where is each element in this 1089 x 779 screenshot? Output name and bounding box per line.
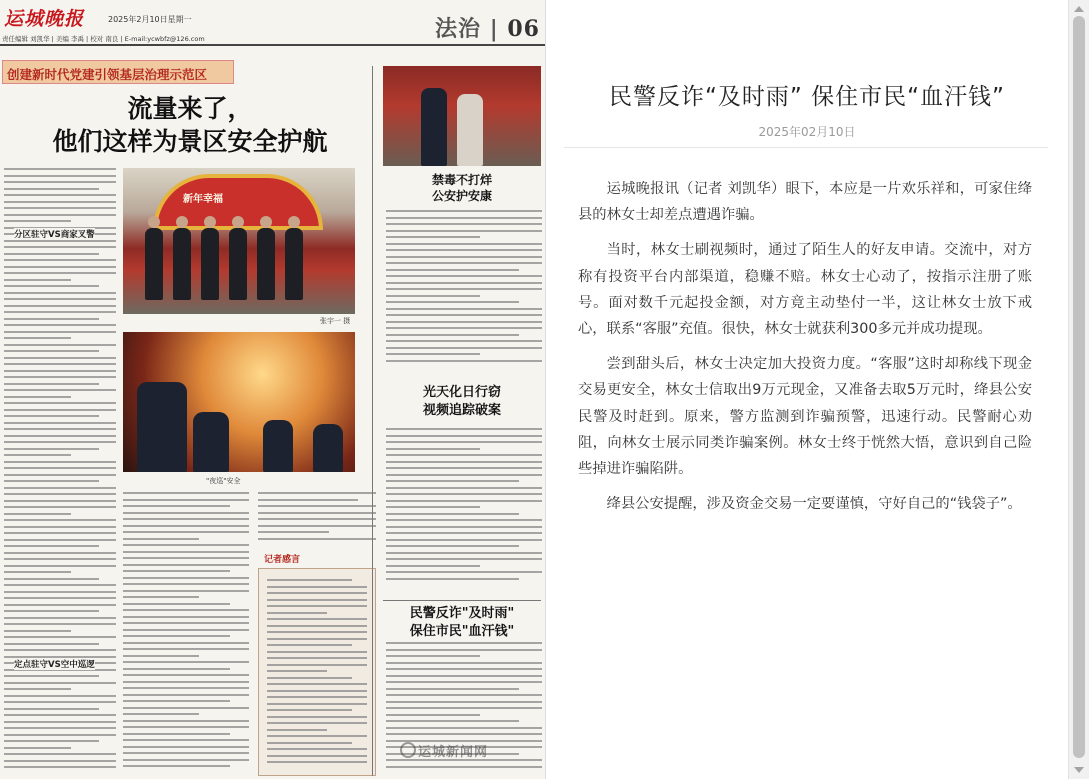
newsprint-line bbox=[123, 538, 199, 540]
newsprint-line bbox=[4, 578, 99, 580]
newsprint-line bbox=[4, 493, 116, 495]
newsprint-line bbox=[258, 531, 329, 533]
newsprint-line bbox=[4, 201, 116, 203]
photo1-caption: 张宇一 摄 bbox=[320, 317, 351, 325]
newsprint-line bbox=[123, 583, 249, 585]
newsprint-line bbox=[123, 700, 230, 702]
newsprint-line bbox=[386, 707, 542, 709]
newsprint-line bbox=[386, 308, 542, 310]
police-figure bbox=[229, 228, 247, 300]
police-figure bbox=[173, 228, 191, 300]
newsprint-line bbox=[386, 655, 480, 657]
newsprint-line bbox=[267, 696, 367, 698]
newsprint-line bbox=[4, 279, 71, 281]
newsprint-line bbox=[4, 272, 116, 274]
newsprint-line bbox=[267, 729, 327, 731]
newsprint-line bbox=[123, 668, 230, 670]
newsprint-line bbox=[123, 726, 249, 728]
newsprint-line bbox=[4, 389, 116, 391]
newsprint-line bbox=[4, 714, 116, 716]
newsprint-line bbox=[386, 500, 542, 502]
newsprint-line bbox=[123, 661, 249, 663]
lead-story-text-col1 bbox=[4, 168, 116, 776]
watermark: 运城新闻网 bbox=[418, 745, 489, 760]
newsprint-line bbox=[4, 324, 116, 326]
newsprint-line bbox=[386, 480, 519, 482]
newsprint-line bbox=[123, 596, 199, 598]
newsprint-line bbox=[267, 703, 367, 705]
newsprint-line bbox=[386, 733, 542, 735]
newsprint-line bbox=[123, 739, 249, 741]
newsprint-line bbox=[4, 194, 116, 196]
antifraud-title-line1: 民警反诈"及时雨" bbox=[409, 606, 515, 621]
newsprint-line bbox=[258, 499, 358, 501]
newsprint-line bbox=[123, 518, 249, 520]
theft-story-text bbox=[386, 428, 542, 590]
newspaper-credits: 责任编辑 刘凯华 | 美编 李禹 | 校对 南良 | E-mail:ycwbfz@126.com bbox=[2, 35, 205, 43]
newsprint-line bbox=[267, 579, 352, 581]
newsprint-line bbox=[4, 435, 116, 437]
topic-banner-text: 创建新时代党建引领基层治理示范区 bbox=[7, 67, 208, 82]
newsprint-line bbox=[386, 340, 542, 342]
newsprint-line bbox=[267, 690, 367, 692]
newsprint-line bbox=[123, 733, 230, 735]
newsprint-line bbox=[386, 327, 542, 329]
newsprint-line bbox=[386, 288, 542, 290]
newsprint-line bbox=[4, 649, 116, 651]
newsprint-line bbox=[4, 519, 116, 521]
newspaper-masthead bbox=[0, 0, 546, 46]
newsprint-line bbox=[267, 657, 367, 659]
article-paragraph: 绛县公安提醒，涉及资金交易一定要谨慎，守好自己的“钱袋子”。 bbox=[606, 496, 1022, 513]
newsprint-line bbox=[4, 428, 116, 430]
lead-story-text-col3 bbox=[258, 492, 376, 548]
article-body bbox=[578, 176, 1032, 526]
newsprint-line bbox=[386, 578, 519, 580]
antifraud-story-title-in-paper[interactable] bbox=[383, 600, 541, 641]
newsprint-line bbox=[123, 707, 249, 709]
newsprint-line bbox=[267, 677, 352, 679]
newsprint-line bbox=[267, 761, 367, 763]
lead-title-line2: 他们这样为景区安全护航 bbox=[52, 127, 328, 156]
newsprint-line bbox=[123, 694, 249, 696]
newsprint-line bbox=[386, 269, 519, 271]
newsprint-line bbox=[267, 709, 352, 711]
section-name: 法治 bbox=[435, 16, 482, 42]
newsprint-line bbox=[4, 318, 99, 320]
newsprint-line bbox=[258, 525, 376, 527]
newsprint-line bbox=[386, 301, 519, 303]
newsprint-line bbox=[386, 766, 542, 768]
newsprint-line bbox=[123, 642, 249, 644]
newsprint-line bbox=[4, 474, 116, 476]
newsprint-line bbox=[123, 564, 249, 566]
newsprint-line bbox=[267, 742, 352, 744]
page-number: 06 bbox=[507, 16, 540, 42]
newsprint-line bbox=[267, 670, 327, 672]
newsprint-line bbox=[4, 480, 99, 482]
newsprint-line bbox=[123, 551, 249, 553]
newsprint-line bbox=[386, 714, 480, 716]
newspaper-logo: 运城晚报 bbox=[4, 8, 85, 30]
newsprint-line bbox=[123, 499, 249, 501]
newsprint-line bbox=[4, 682, 116, 684]
newsprint-line bbox=[123, 557, 249, 559]
newsprint-line bbox=[4, 623, 116, 625]
antidrug-story-text bbox=[386, 210, 542, 372]
newsprint-line bbox=[4, 402, 116, 404]
newsprint-line bbox=[123, 687, 249, 689]
newsprint-line bbox=[4, 513, 71, 515]
newsprint-line bbox=[4, 259, 116, 261]
newsprint-line bbox=[267, 625, 367, 627]
newsprint-line bbox=[123, 681, 249, 683]
lead-subhead-2: 定点驻守VS空中巡逻 bbox=[14, 660, 95, 670]
newsprint-line bbox=[386, 210, 542, 212]
newsprint-line bbox=[4, 552, 116, 554]
newsprint-line bbox=[123, 577, 249, 579]
police-team-photo[interactable] bbox=[123, 168, 355, 314]
newsprint-line bbox=[4, 181, 116, 183]
newsprint-line bbox=[386, 360, 542, 362]
newsprint-line bbox=[4, 571, 71, 573]
newsprint-line bbox=[386, 558, 542, 560]
newsprint-line bbox=[4, 753, 116, 755]
newsprint-line bbox=[386, 493, 542, 495]
newsprint-line bbox=[267, 755, 367, 757]
newsprint-line bbox=[123, 544, 249, 546]
newsprint-line bbox=[386, 435, 542, 437]
night-patrol-photo[interactable] bbox=[123, 332, 355, 472]
newsprint-line bbox=[4, 376, 116, 378]
newsprint-line bbox=[4, 708, 99, 710]
newsprint-line bbox=[386, 513, 519, 515]
police-figure bbox=[285, 228, 303, 300]
newsprint-line bbox=[267, 748, 367, 750]
newsprint-line bbox=[4, 539, 116, 541]
newsprint-line bbox=[386, 230, 542, 232]
newsprint-line bbox=[4, 526, 116, 528]
newsprint-line bbox=[123, 648, 249, 650]
festival-arch-text: 新年幸福 bbox=[183, 194, 223, 205]
newsprint-line bbox=[123, 622, 249, 624]
newsprint-line bbox=[4, 448, 99, 450]
newsprint-line bbox=[4, 175, 116, 177]
newsprint-line bbox=[4, 584, 116, 586]
newsprint-line bbox=[4, 188, 99, 190]
newsprint-line bbox=[258, 538, 376, 540]
newsprint-line bbox=[386, 474, 542, 476]
newsprint-line bbox=[4, 617, 116, 619]
newsprint-line bbox=[4, 168, 116, 170]
newsprint-line bbox=[386, 675, 542, 677]
newsprint-line bbox=[258, 512, 376, 514]
officer-figure bbox=[421, 88, 447, 166]
memo-tag: 记者感言 bbox=[262, 552, 302, 565]
newsprint-line bbox=[4, 487, 116, 489]
newsprint-line bbox=[4, 422, 116, 424]
newsprint-line bbox=[4, 740, 99, 742]
newsprint-line bbox=[386, 256, 542, 258]
newsprint-line bbox=[4, 441, 116, 443]
vertical-scrollbar[interactable] bbox=[1068, 0, 1089, 779]
lead-story-text-col2 bbox=[123, 492, 249, 776]
newsprint-line bbox=[386, 321, 542, 323]
newsprint-line bbox=[4, 760, 116, 762]
photo2-caption: "夜巡"安全 bbox=[206, 477, 241, 485]
newsprint-line bbox=[4, 298, 116, 300]
newsprint-line bbox=[386, 688, 519, 690]
newsprint-line bbox=[386, 461, 542, 463]
newsprint-line bbox=[386, 519, 542, 521]
newsprint-line bbox=[123, 525, 249, 527]
newsprint-line bbox=[386, 539, 542, 541]
newsprint-line bbox=[4, 688, 71, 690]
newsprint-line bbox=[386, 347, 542, 349]
newsprint-line bbox=[386, 701, 542, 703]
newsprint-line bbox=[386, 552, 542, 554]
newsprint-line bbox=[267, 599, 367, 601]
article-paragraph: 当时，林女士刷视频时，通过了陌生人的好友申请。交流中，对方称有投资平台内部渠道，稳赚不赔。林女士心动了，按指示注册了账号。面对数千元起投金额，对方竟主动垫付一半，这让林女士放下戒心，联系“客服”充值。很快，林女士就获利300多元并成功提现。 bbox=[578, 242, 1032, 338]
newsprint-line bbox=[4, 597, 116, 599]
lead-story-title[interactable] bbox=[20, 92, 360, 158]
newsprint-line bbox=[4, 630, 71, 632]
newsprint-line bbox=[4, 396, 71, 398]
newsprint-line bbox=[4, 545, 99, 547]
newsprint-line bbox=[123, 492, 249, 494]
newsprint-line bbox=[123, 759, 249, 761]
newsprint-line bbox=[4, 532, 116, 534]
newsprint-line bbox=[267, 722, 367, 724]
newsprint-line bbox=[267, 651, 367, 653]
lead-subhead-1: 分区驻守VS商家叉警 bbox=[14, 230, 95, 240]
newsprint-line bbox=[4, 246, 116, 248]
newsprint-line bbox=[386, 334, 519, 336]
theft-story-title[interactable] bbox=[383, 384, 541, 420]
newsprint-line bbox=[4, 701, 116, 703]
newsprint-line bbox=[4, 727, 116, 729]
newsprint-line bbox=[258, 518, 376, 520]
newsprint-line bbox=[386, 694, 542, 696]
newsprint-line bbox=[4, 370, 116, 372]
newsprint-line bbox=[123, 746, 249, 748]
newsprint-line bbox=[386, 681, 542, 683]
newsprint-line bbox=[267, 638, 367, 640]
newsprint-line bbox=[267, 592, 367, 594]
newsprint-line bbox=[267, 644, 352, 646]
newsprint-line bbox=[386, 467, 542, 469]
newsprint-line bbox=[386, 448, 480, 450]
newsprint-line bbox=[267, 605, 367, 607]
watermark-logo-icon bbox=[400, 742, 416, 758]
newsprint-line bbox=[386, 217, 542, 219]
newsprint-line bbox=[258, 505, 376, 507]
newsprint-line bbox=[386, 487, 542, 489]
newsprint-line bbox=[123, 765, 230, 767]
newsprint-line bbox=[4, 454, 71, 456]
newsprint-line bbox=[267, 618, 367, 620]
newspaper-date: 2025年2月10日星期一 bbox=[108, 15, 192, 24]
newsprint-line bbox=[4, 350, 99, 352]
newsprint-line bbox=[4, 766, 116, 768]
newsprint-line bbox=[258, 492, 376, 494]
antidrug-title-line2: 公安护安康 bbox=[431, 189, 492, 203]
newsprint-line bbox=[4, 734, 116, 736]
newsprint-line bbox=[4, 409, 116, 411]
newsprint-line bbox=[4, 675, 99, 677]
police-figure bbox=[257, 228, 275, 300]
column-divider bbox=[372, 66, 373, 776]
newsprint-line bbox=[4, 747, 71, 749]
newsprint-line bbox=[386, 441, 542, 443]
topic-banner bbox=[2, 60, 234, 84]
newsprint-line bbox=[4, 695, 116, 697]
newsprint-line bbox=[4, 292, 116, 294]
newsprint-line bbox=[123, 616, 249, 618]
newsprint-line bbox=[386, 282, 542, 284]
newsprint-line bbox=[386, 720, 519, 722]
newsprint-line bbox=[386, 649, 542, 651]
newsprint-line bbox=[386, 532, 542, 534]
newsprint-line bbox=[386, 526, 542, 528]
newsprint-line bbox=[123, 635, 230, 637]
newsprint-line bbox=[4, 305, 116, 307]
newsprint-line bbox=[386, 275, 542, 277]
antidrug-story-title[interactable] bbox=[383, 172, 541, 204]
newsprint-line bbox=[4, 558, 116, 560]
newsprint-line bbox=[4, 311, 116, 313]
newsprint-line bbox=[267, 664, 367, 666]
lead-title-line1: 流量来了， bbox=[127, 94, 253, 123]
newsprint-line bbox=[267, 586, 367, 588]
officer-figure bbox=[137, 382, 187, 472]
newsprint-line bbox=[123, 655, 199, 657]
newsprint-line bbox=[4, 285, 99, 287]
newsprint-line bbox=[123, 531, 249, 533]
newsprint-line bbox=[123, 752, 249, 754]
newsprint-line bbox=[123, 570, 230, 572]
newsprint-line bbox=[123, 512, 249, 514]
newsprint-line bbox=[4, 500, 116, 502]
newsprint-line bbox=[267, 683, 367, 685]
article-paragraph: 运城晚报讯（记者 刘凯华）眼下，本应是一片欢乐祥和，可家住绛县的林女士却差点遭遇诈骗。 bbox=[578, 181, 1032, 224]
newsprint-line bbox=[4, 604, 116, 606]
antifraud-title-line2: 保住市民"血汗钱" bbox=[409, 624, 515, 639]
newsprint-line bbox=[386, 545, 519, 547]
newsprint-line bbox=[4, 565, 116, 567]
newsprint-line bbox=[386, 428, 542, 430]
newsprint-line bbox=[4, 610, 99, 612]
newsprint-line bbox=[386, 223, 542, 225]
newsprint-line bbox=[123, 603, 230, 605]
newsprint-line bbox=[267, 631, 367, 633]
newsprint-line bbox=[386, 571, 542, 573]
newsprint-line bbox=[4, 337, 71, 339]
newsprint-line bbox=[4, 467, 116, 469]
memo-text bbox=[267, 579, 367, 769]
newsprint-line bbox=[386, 314, 542, 316]
newsprint-line bbox=[4, 643, 99, 645]
newsprint-line bbox=[123, 674, 249, 676]
newsprint-line bbox=[4, 363, 116, 365]
newsprint-line bbox=[123, 609, 249, 611]
article-divider bbox=[564, 147, 1048, 148]
newsprint-line bbox=[4, 461, 116, 463]
newsprint-line bbox=[4, 207, 116, 209]
newsprint-line bbox=[4, 266, 116, 268]
newsprint-line bbox=[4, 721, 116, 723]
newsprint-line bbox=[386, 642, 542, 644]
newsprint-line bbox=[4, 220, 71, 222]
newsprint-line bbox=[386, 249, 542, 251]
newsprint-line bbox=[386, 668, 542, 670]
reporter-memo-box bbox=[258, 568, 376, 776]
antidrug-title-line1: 禁毒不打烊 bbox=[431, 173, 492, 187]
scrollbar-thumb[interactable] bbox=[1073, 16, 1085, 758]
newsprint-line bbox=[267, 612, 327, 614]
article-date: 2025年02月10日 bbox=[758, 125, 856, 139]
newsprint-line bbox=[386, 727, 542, 729]
police-figure bbox=[201, 228, 219, 300]
newsprint-line bbox=[4, 357, 116, 359]
newsprint-line bbox=[4, 253, 99, 255]
resident-figure bbox=[457, 94, 483, 166]
newsprint-line bbox=[123, 590, 249, 592]
newspaper-section: 法治 | 06 bbox=[435, 16, 540, 42]
newsprint-line bbox=[4, 331, 116, 333]
newsprint-line bbox=[123, 629, 249, 631]
theft-title-line2: 视频追踪破案 bbox=[422, 403, 501, 418]
newsprint-line bbox=[4, 214, 116, 216]
article-reader-panel bbox=[546, 0, 1068, 779]
newsprint-line bbox=[123, 713, 199, 715]
scroll-up-arrow-icon[interactable] bbox=[1074, 6, 1084, 12]
crowd-figure bbox=[313, 424, 343, 472]
antidrug-photo[interactable] bbox=[383, 66, 541, 166]
newsprint-line bbox=[267, 735, 367, 737]
newsprint-line bbox=[4, 344, 116, 346]
newsprint-line bbox=[4, 591, 116, 593]
crowd-figure bbox=[263, 420, 293, 472]
newsprint-line bbox=[123, 505, 230, 507]
newsprint-line bbox=[386, 236, 480, 238]
newsprint-line bbox=[4, 506, 116, 508]
newsprint-line bbox=[386, 262, 542, 264]
crowd-figure bbox=[193, 412, 229, 472]
newsprint-line bbox=[386, 565, 480, 567]
theft-title-line1: 光天化日行窃 bbox=[422, 385, 501, 400]
newsprint-line bbox=[4, 383, 99, 385]
newsprint-line bbox=[4, 415, 99, 417]
newsprint-line bbox=[386, 454, 542, 456]
newsprint-line bbox=[386, 662, 542, 664]
newsprint-line bbox=[267, 716, 367, 718]
police-figure bbox=[145, 228, 163, 300]
scroll-down-arrow-icon[interactable] bbox=[1074, 767, 1084, 773]
article-paragraph: 尝到甜头后，林女士决定加大投资力度。“客服”这时却称线下现金交易更安全，林女士信取出9万元现金，又准备去取5万元时，绛县公安民警及时赶到。原来，警方监测到诈骗预警，迅速行动。民警耐心劝阻，向林女士展示同类诈骗案例。林女士终于恍然大悟，意识到自己险些掉进诈骗陷阱。 bbox=[578, 356, 1032, 478]
newsprint-line bbox=[386, 353, 480, 355]
newsprint-line bbox=[386, 295, 480, 297]
article-title: 民警反诈“及时雨” 保住市民“血汗钱” bbox=[609, 84, 1005, 110]
newsprint-line bbox=[386, 243, 542, 245]
newsprint-line bbox=[4, 636, 116, 638]
newsprint-line bbox=[386, 506, 480, 508]
newsprint-line bbox=[123, 720, 249, 722]
